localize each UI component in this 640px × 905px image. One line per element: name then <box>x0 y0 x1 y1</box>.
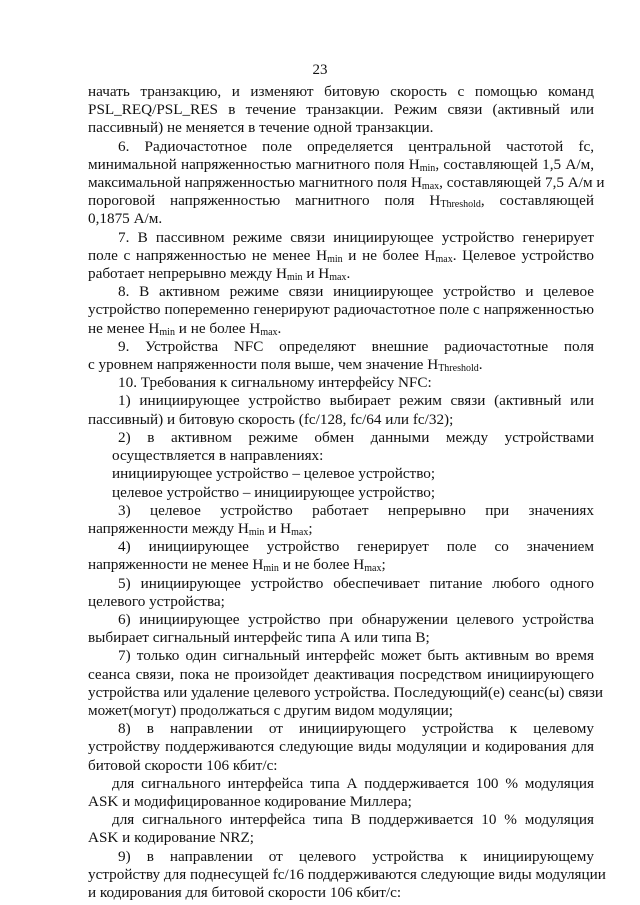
text-line: 8. В активном режиме связи инициирующее устройство и целевое <box>118 283 594 300</box>
text-line: 7. В пассивном режиме связи инициирующее устройство генерирует <box>118 229 594 246</box>
text-line: минимальной напряженностью магнитного поля $H_{min}$, составляющей 1,5 А/м, <box>88 156 595 174</box>
text-line: 8) в направлении от инициирующего устройства к целевому <box>118 720 594 737</box>
text-line: 4) инициирующее устройство генерирует поле со значением <box>118 538 594 555</box>
text-line: пассивный) и битовую скорость (fc/128, fc/64 или fc/32); <box>88 411 454 428</box>
text-line: для сигнального интерфейса типа В поддерживается 10 % модуляция <box>112 811 594 828</box>
text-line: пороговой напряженностью магнитного поля $H_{Threshold}$, составляющей <box>88 192 594 210</box>
text-line: устройству поддерживаются следующие виды модуляции и кодирования для <box>88 738 594 755</box>
text-line: 9. Устройства NFC определяют внешние радиочастотные поля <box>118 338 594 355</box>
text-line: ASK и модифицированное кодирование Миллера; <box>88 793 412 810</box>
text-line: 7) только один сигнальный интерфейс может быть активным во время <box>118 647 594 664</box>
text-line: с уровнем напряженности поля выше, чем значение $H_{Threshold}$. <box>88 356 483 374</box>
text-line: не менее $H_{min}$ и не более $H_{max}$. <box>88 320 282 338</box>
text-line: PSL_REQ/PSL_RES в течение транзакции. Режим связи (активный или <box>88 101 594 118</box>
text-line: напряженности между $H_{min}$ и $H_{max}$; <box>88 520 313 538</box>
text-line: начать транзакцию, и изменяют битовую скорость с помощью команд <box>88 83 594 100</box>
text-line: для сигнального интерфейса типа А поддерживается 100 % модуляция <box>112 775 594 792</box>
text-line: 10. Требования к сигнальному интерфейсу NFC: <box>118 374 432 391</box>
text-line: осуществляется в направлениях: <box>112 447 324 464</box>
text-line: 3) целевое устройство работает непрерывно при значениях <box>118 502 594 519</box>
text-line: устройство попеременно генерируют радиочастотное поле с напряженностью <box>88 301 594 318</box>
text-line: 6. Радиочастотное поле определяется центральной частотой fc, <box>118 138 594 155</box>
text-line: 0,1875 А/м. <box>88 210 163 227</box>
text-line: устройству для поднесущей fc/16 поддерживаются следующие виды модуляции <box>88 866 606 883</box>
text-line: пассивный) не меняется в течение одной транзакции. <box>88 119 434 136</box>
text-line: 2) в активном режиме обмен данными между устройствами <box>118 429 594 446</box>
text-line: ASK и кодирование NRZ; <box>88 829 255 846</box>
text-line: целевое устройство – инициирующее устройство; <box>112 484 436 501</box>
text-line: 1) инициирующее устройство выбирает режим связи (активный или <box>118 392 594 409</box>
text-line: битовой скорости 106 кбит/с: <box>88 757 278 774</box>
text-line: 6) инициирующее устройство при обнаружении целевого устройства <box>118 611 594 628</box>
text-line: 5) инициирующее устройство обеспечивает питание любого одного <box>118 575 594 592</box>
text-line: целевого устройства; <box>88 593 225 610</box>
text-line: и кодирования для битовой скорости 106 кбит/с: <box>88 884 402 901</box>
text-line: работает непрерывно между $H_{min}$ и $H_{max}$. <box>88 265 351 283</box>
text-line: максимальной напряженностью магнитного поля $H_{max}$, составляющей 7,5 А/м и <box>88 174 605 192</box>
text-line: сеанса связи, пока не произойдет деактивация посредством инициирующего <box>88 666 594 683</box>
text-line: напряженности не менее $H_{min}$ и не более $H_{max}$; <box>88 556 386 574</box>
text-line: может(могут) продолжаться с другим видом модуляции; <box>88 702 453 719</box>
text-line: устройства или удаление целевого устройства. Последующий(е) сеанс(ы) связи <box>88 684 604 701</box>
text-line: 9) в направлении от целевого устройства к инициирующему <box>118 848 594 865</box>
text-line: выбирает сигнальный интерфейс типа А или типа В; <box>88 629 430 646</box>
text-line: поле с напряженностью не менее $H_{min}$ и не более $H_{max}$. Целевое устройство <box>88 247 594 265</box>
page-number: 23 <box>312 62 328 78</box>
text-line: инициирующее устройство – целевое устройство; <box>112 465 436 482</box>
